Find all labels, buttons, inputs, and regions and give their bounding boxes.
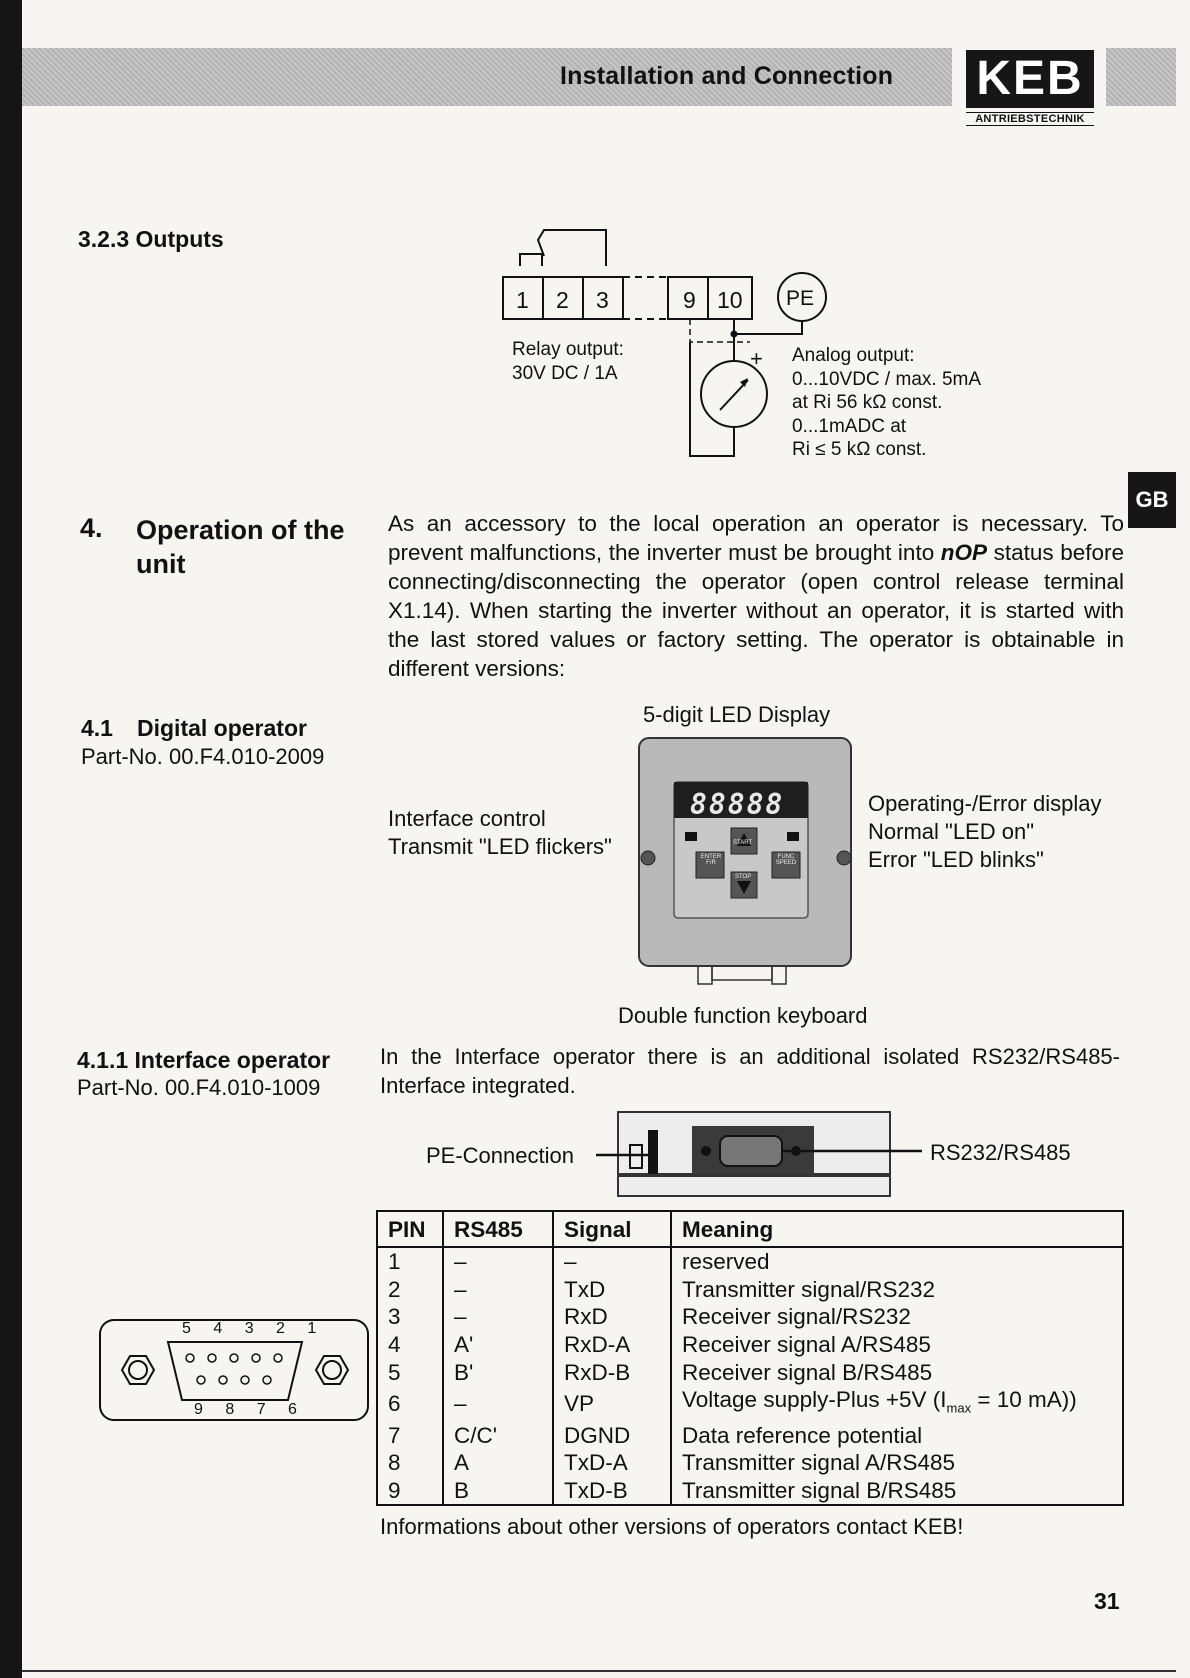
pe-connection-label: PE-Connection	[426, 1143, 574, 1168]
signal-cell: DGND	[553, 1421, 671, 1449]
analog-line: Ri ≤ 5 kΩ const.	[792, 439, 927, 460]
meaning-cell	[671, 1421, 1122, 1449]
interface-operator-description: In the Interface operator there is an additional isolated RS232/RS485-Interface integrated.	[380, 1044, 1120, 1098]
interface-control-line: Interface control	[388, 806, 546, 831]
meaning-text: Transmitter signal A/RS485	[682, 1450, 956, 1476]
page-bottom-edge	[22, 1670, 1176, 1672]
operation-number: 4.	[80, 513, 103, 543]
signal-cell: VP	[553, 1386, 671, 1422]
terminal-1-label: 1	[516, 287, 529, 313]
meaning-cell	[671, 1358, 1122, 1386]
keb-logo: KEB	[966, 50, 1094, 108]
table-row	[378, 1477, 1122, 1505]
rs485-cell: –	[443, 1386, 553, 1422]
led-display-digits: 88888	[690, 788, 785, 821]
table-row	[378, 1303, 1122, 1331]
pin-table-frame	[376, 1210, 1124, 1506]
interface-control-label	[388, 805, 612, 861]
enter-key[interactable]: ENTER F/R	[700, 854, 722, 866]
table-row	[378, 1421, 1122, 1449]
relay-label-text: Relay output:	[512, 339, 624, 360]
page-spine-shadow	[0, 0, 22, 1678]
stop-key[interactable]: STOP	[735, 874, 752, 880]
error-display-label	[868, 790, 1102, 874]
relay-output-label	[512, 338, 624, 386]
terminal-10-label: 10	[717, 287, 743, 313]
pin-cell: 2	[388, 1276, 401, 1302]
connector-bottom-numbers: 9 8 7 6	[194, 1401, 306, 1418]
start-key[interactable]: START	[733, 840, 753, 846]
rs485-cell: A	[443, 1449, 553, 1477]
meaning-subscript: max	[946, 1400, 972, 1416]
meaning-cell	[671, 1477, 1122, 1505]
meaning-text: Transmitter signal B/RS485	[682, 1477, 957, 1503]
digital-operator-device	[630, 732, 860, 997]
analog-line: 0...10VDC / max. 5mA	[792, 368, 982, 390]
meaning-text: Receiver signal B/RS485	[682, 1359, 933, 1385]
table-row	[378, 1449, 1122, 1477]
rs232-rs485-label: RS232/RS485	[930, 1140, 1071, 1165]
pin-cell: 6	[388, 1391, 401, 1417]
analog-label-text: Analog output:	[792, 345, 915, 366]
table-row	[378, 1276, 1122, 1304]
pin-cell: 3	[388, 1304, 401, 1330]
col-pin: PIN	[378, 1212, 443, 1247]
pin-table	[378, 1212, 1122, 1504]
meaning-text: reserved	[682, 1249, 770, 1275]
pin-cell: 9	[388, 1477, 401, 1503]
pin-table-header	[378, 1212, 1122, 1247]
terminal-2-label: 2	[556, 287, 569, 313]
signal-cell: TxD-A	[553, 1449, 671, 1477]
pin-cell: 8	[388, 1450, 401, 1476]
meaning-text: Receiver signal/RS232	[682, 1304, 911, 1330]
meaning-text: Receiver signal A/RS485	[682, 1332, 931, 1358]
interface-operator-device	[590, 1110, 930, 1202]
meaning-cell	[671, 1247, 1122, 1276]
page-number: 31	[1094, 1588, 1120, 1614]
operation-paragraph	[388, 509, 1124, 683]
pin-cell: 1	[388, 1249, 401, 1275]
meaning-cell	[671, 1331, 1122, 1359]
col-signal: Signal	[553, 1212, 671, 1247]
meaning-cell	[671, 1303, 1122, 1331]
error-display-line: Operating-/Error display	[868, 791, 1102, 816]
nop-status-text: nOP	[940, 540, 988, 565]
error-display-line: Normal "LED on"	[868, 819, 1035, 844]
col-meaning: Meaning	[671, 1212, 1122, 1247]
signal-cell: RxD-A	[553, 1331, 671, 1359]
table-row	[378, 1247, 1122, 1276]
signal-cell: RxD-B	[553, 1358, 671, 1386]
meaning-cell	[671, 1386, 1122, 1422]
analog-line: 0...1mADC at	[792, 415, 907, 437]
paragraph-text: status before connecting/disconnecting the operator (open control release terminal X1.14). When starting the inverter without an operator, it is started with the last stored values or factory setting. The operator is obtainable in different versions:	[388, 540, 1124, 681]
table-row	[378, 1331, 1122, 1359]
rs485-cell: –	[443, 1276, 553, 1304]
table-row	[378, 1386, 1122, 1422]
signal-cell: –	[553, 1247, 671, 1276]
digital-operator-number: 4.1	[81, 715, 113, 741]
analog-line: at Ri 56 kΩ const.	[792, 392, 943, 413]
pin-cell: 7	[388, 1422, 401, 1448]
plus-sign: +	[750, 346, 763, 371]
paragraph-text: As an accessory to the local operation an operator is necessary. To prevent malfunctions, the inverter must be brought into	[388, 511, 1124, 565]
section-title: Installation and Connection	[560, 62, 894, 90]
rs485-cell: A'	[443, 1331, 553, 1359]
analog-output-label	[792, 344, 981, 462]
relay-rating-text: 30V DC / 1A	[512, 363, 618, 384]
digital-operator-part-no: Part-No. 00.F4.010-2009	[81, 744, 325, 769]
col-rs485: RS485	[443, 1212, 553, 1247]
meaning-tail: = 10 mA))	[971, 1386, 1077, 1412]
rs485-cell: B	[443, 1477, 553, 1505]
footer-note: Informations about other versions of operators contact KEB!	[380, 1514, 964, 1539]
digital-operator-heading: Digital operator	[137, 715, 307, 741]
header-band-right	[1106, 48, 1176, 106]
led-display-label: 5-digit LED Display	[643, 702, 831, 727]
rs485-cell: –	[443, 1303, 553, 1331]
rs485-cell: C/C'	[443, 1421, 553, 1449]
operation-title-line: unit	[136, 549, 186, 579]
logo-subtitle: ANTRIEBSTECHNIK	[966, 112, 1094, 126]
rs485-cell: B'	[443, 1358, 553, 1386]
interface-operator-part-no: Part-No. 00.F4.010-1009	[77, 1075, 321, 1100]
rs485-cell: –	[443, 1247, 553, 1276]
func-key[interactable]: FUNC SPEED	[775, 854, 797, 866]
signal-cell: TxD-B	[553, 1477, 671, 1505]
meaning-text: Data reference potential	[682, 1422, 923, 1448]
pin-cell: 5	[388, 1359, 401, 1385]
meaning-cell	[671, 1276, 1122, 1304]
signal-cell: TxD	[553, 1276, 671, 1304]
interface-operator-heading: 4.1.1 Interface operator	[77, 1047, 331, 1073]
terminal-pe-label: PE	[786, 287, 815, 310]
interface-control-line: Transmit "LED flickers"	[388, 834, 612, 859]
meaning-text: Voltage supply-Plus +5V (I	[682, 1386, 947, 1412]
pin-cell: 4	[388, 1332, 401, 1358]
table-row	[378, 1358, 1122, 1386]
operation-title-line: Operation of the	[136, 515, 345, 545]
signal-cell: RxD	[553, 1303, 671, 1331]
terminal-3-label: 3	[596, 287, 609, 313]
terminal-9-label: 9	[683, 287, 696, 313]
meaning-text: Transmitter signal/RS232	[682, 1276, 936, 1302]
keyboard-label: Double function keyboard	[618, 1003, 868, 1028]
error-display-line: Error "LED blinks"	[868, 847, 1044, 872]
outputs-heading: 3.2.3 Outputs	[78, 226, 224, 252]
connector-top-numbers: 5 4 3 2 1	[182, 1320, 326, 1337]
operation-title	[136, 513, 345, 581]
language-tab: GB	[1128, 472, 1176, 528]
meaning-cell	[671, 1449, 1122, 1477]
